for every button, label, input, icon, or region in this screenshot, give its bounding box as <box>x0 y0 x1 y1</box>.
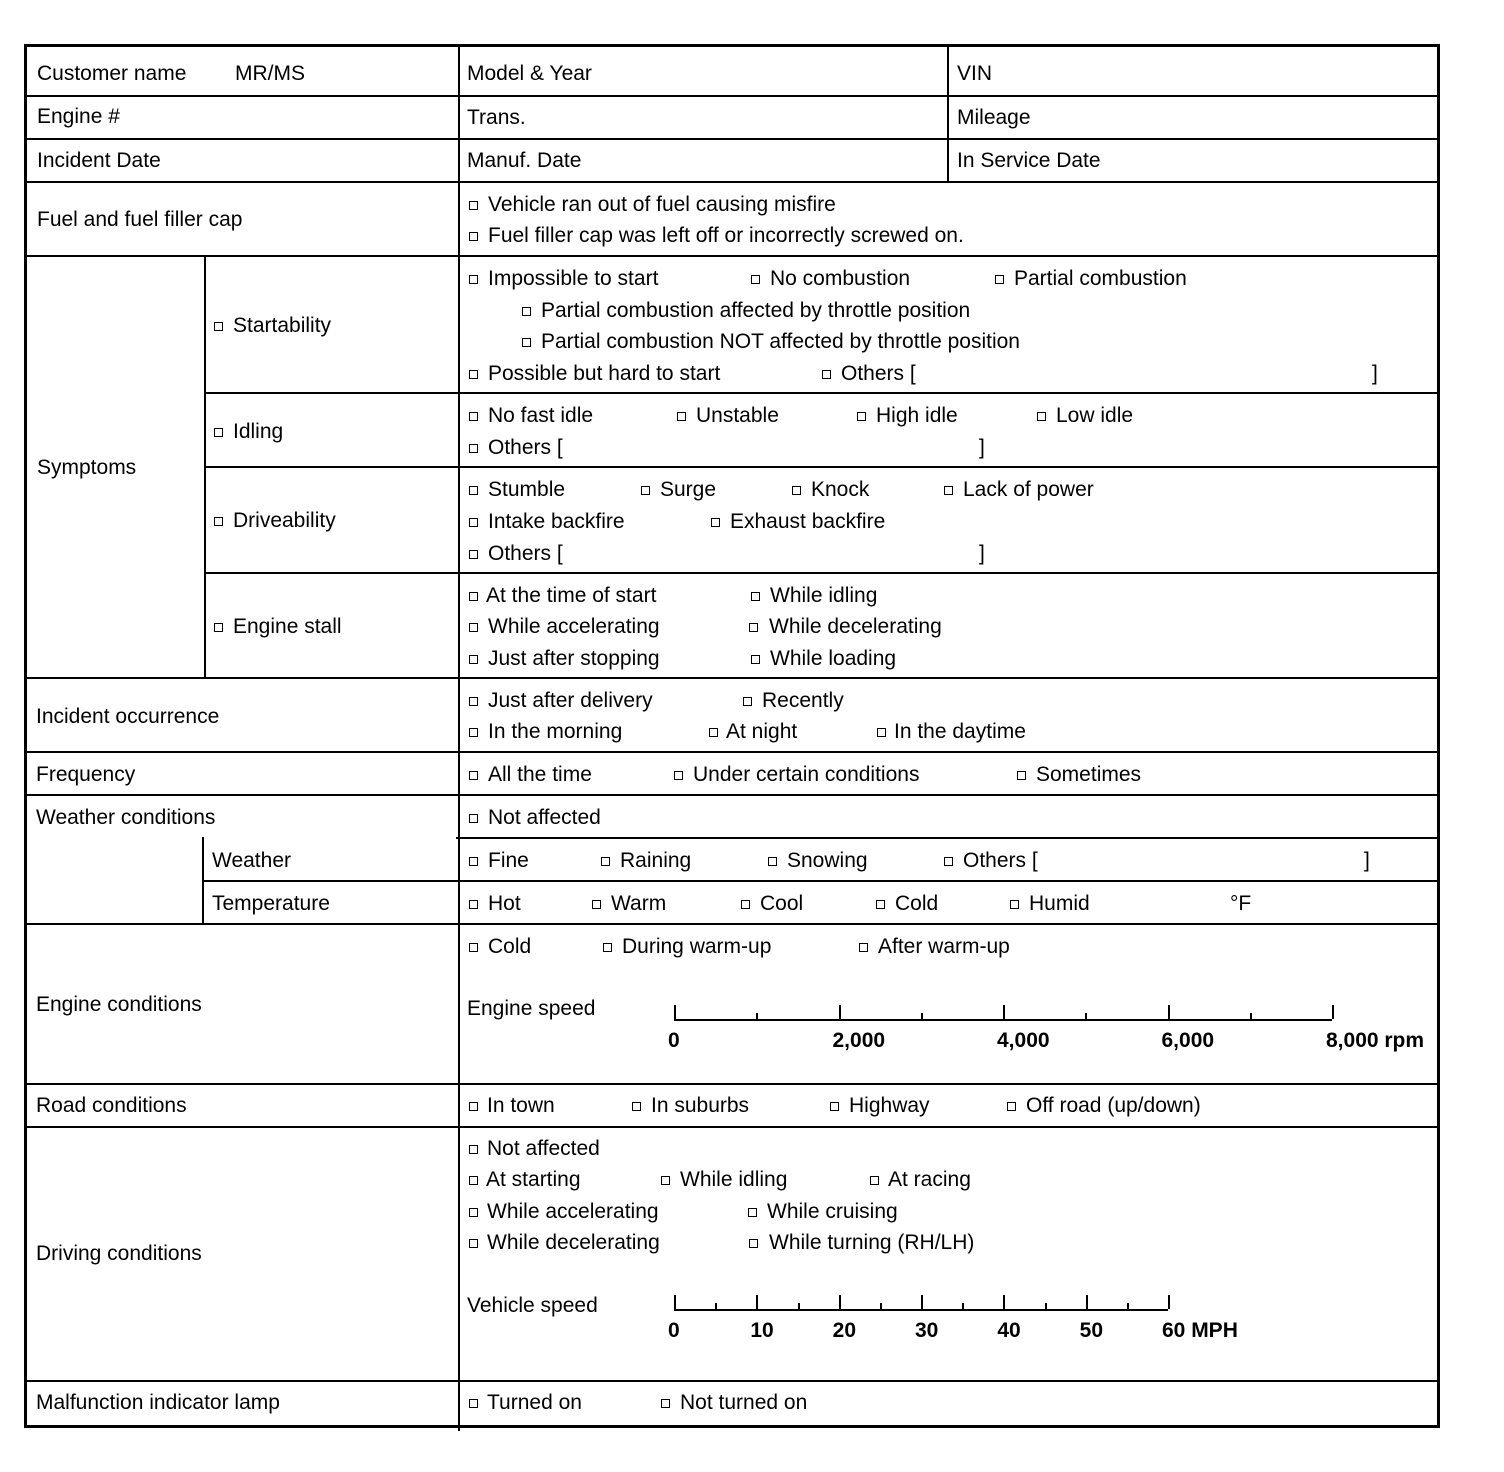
row-divider <box>27 677 1437 679</box>
checkbox[interactable] <box>469 232 478 241</box>
option-in-town: In town <box>487 1094 555 1117</box>
checkbox[interactable] <box>751 655 760 664</box>
scale-tick-label: 2,000 <box>832 1029 886 1052</box>
checkbox[interactable] <box>469 1145 478 1154</box>
scale-major-tick <box>839 1005 841 1019</box>
checkbox[interactable] <box>1007 1102 1016 1111</box>
option-partial-combustion: Partial combustion <box>1014 267 1187 290</box>
option-while-idling: While idling <box>770 584 878 607</box>
option-in-suburbs: In suburbs <box>651 1094 750 1117</box>
others-close-bracket: ] <box>979 542 985 565</box>
option-raining: Raining <box>620 849 692 872</box>
checkbox[interactable] <box>522 338 531 347</box>
checkbox[interactable] <box>632 1102 641 1111</box>
option-intake-backfire: Intake backfire <box>488 510 625 533</box>
scale-tick-label: 6,000 <box>1161 1029 1215 1052</box>
checkbox[interactable] <box>768 857 777 866</box>
column-divider <box>947 47 949 181</box>
checkbox[interactable] <box>870 1176 879 1185</box>
option-while-turning: While turning (RH/LH) <box>769 1231 975 1254</box>
column-divider <box>458 47 460 1431</box>
scale-major-tick <box>1332 1005 1334 1019</box>
checkbox[interactable] <box>469 728 478 737</box>
checkbox[interactable] <box>830 1102 839 1111</box>
option-others: Others [ <box>963 849 1038 872</box>
fuel-label: Fuel and fuel filler cap <box>37 208 243 231</box>
scale-minor-tick <box>715 1303 717 1309</box>
checkbox[interactable] <box>1037 412 1046 421</box>
vin-label: VIN <box>957 62 993 85</box>
model-year-label: Model & Year <box>467 62 592 85</box>
trans-label: Trans. <box>467 106 526 129</box>
option-ran-out-of-fuel: Vehicle ran out of fuel causing misfire <box>488 193 836 216</box>
option-after-delivery: Just after delivery <box>488 689 653 712</box>
option-cold: Cold <box>488 935 532 958</box>
checkbox[interactable] <box>469 370 478 379</box>
checkbox[interactable] <box>469 697 478 706</box>
option-turned-on: Turned on <box>487 1391 582 1414</box>
checkbox[interactable] <box>469 1176 478 1185</box>
checkbox[interactable] <box>711 518 720 527</box>
option-no-fast-idle: No fast idle <box>488 404 594 427</box>
option-humid: Humid <box>1029 892 1090 915</box>
option-cold: Cold <box>895 892 939 915</box>
option-just-after-stopping: Just after stopping <box>488 647 660 670</box>
checkbox[interactable] <box>751 592 760 601</box>
checkbox[interactable] <box>877 728 886 737</box>
checkbox[interactable] <box>1017 771 1026 780</box>
checkbox[interactable] <box>751 275 760 284</box>
checkbox[interactable] <box>469 201 478 210</box>
engine-speed-label: Engine speed <box>467 997 596 1020</box>
customer-name-label: Customer name <box>37 62 187 85</box>
checkbox[interactable] <box>469 550 478 559</box>
vehicle-speed-label: Vehicle speed <box>467 1294 598 1317</box>
in-service-date-label: In Service Date <box>957 149 1101 172</box>
manuf-date-label: Manuf. Date <box>467 149 582 172</box>
frequency-label: Frequency <box>36 763 136 786</box>
option-at-night: At night <box>726 720 798 743</box>
row-divider <box>204 466 1437 468</box>
option-cool: Cool <box>760 892 804 915</box>
checkbox[interactable] <box>749 623 758 632</box>
option-partial-not-throttle: Partial combustion NOT affected by throttle position <box>541 330 1020 353</box>
scale-major-tick <box>1003 1295 1005 1309</box>
temperature-label: Temperature <box>212 892 330 915</box>
scale-tick-label: 0 <box>668 1319 680 1342</box>
option-filler-cap-off: Fuel filler cap was left off or incorrectly screwed on. <box>488 224 964 247</box>
option-warm: Warm <box>611 892 667 915</box>
option-hard-to-start: Possible but hard to start <box>488 362 721 385</box>
checkbox[interactable] <box>469 900 478 909</box>
option-at-racing: At racing <box>888 1168 971 1191</box>
scale-tick-label: 30 <box>915 1319 939 1342</box>
checkbox[interactable] <box>214 623 223 632</box>
option-while-accelerating: While accelerating <box>488 615 660 638</box>
option-highway: Highway <box>849 1094 930 1117</box>
checkbox[interactable] <box>469 814 478 823</box>
option-at-starting: At starting <box>486 1168 581 1191</box>
option-fine: Fine <box>488 849 529 872</box>
option-surge: Surge <box>660 478 717 501</box>
option-in-the-daytime: In the daytime <box>894 720 1026 743</box>
option-while-decelerating: While decelerating <box>769 615 942 638</box>
symptoms-label: Symptoms <box>37 456 137 479</box>
driving-conditions-label: Driving conditions <box>36 1242 202 1265</box>
checkbox[interactable] <box>677 412 686 421</box>
incident-occurrence-label: Incident occurrence <box>36 705 220 728</box>
scale-axis-line <box>674 1019 1332 1021</box>
checkbox[interactable] <box>214 517 223 526</box>
scale-minor-tick <box>756 1013 758 1019</box>
row-divider <box>27 181 1437 183</box>
checkbox[interactable] <box>592 900 601 909</box>
column-divider <box>204 255 206 677</box>
scale-minor-tick <box>798 1303 800 1309</box>
option-off-road: Off road (up/down) <box>1026 1094 1201 1117</box>
row-divider <box>27 1380 1437 1382</box>
incident-date-label: Incident Date <box>37 149 161 172</box>
option-after-warm-up: After warm-up <box>878 935 1010 958</box>
scale-major-tick <box>921 1295 923 1309</box>
scale-minor-tick <box>921 1013 923 1019</box>
checkbox[interactable] <box>822 370 831 379</box>
option-impossible-to-start: Impossible to start <box>488 267 659 290</box>
scale-minor-tick <box>1250 1013 1252 1019</box>
checkbox[interactable] <box>469 1399 478 1408</box>
mileage-label: Mileage <box>957 106 1031 129</box>
row-divider <box>27 923 1437 925</box>
scale-major-tick <box>1086 1295 1088 1309</box>
row-divider <box>27 794 1437 796</box>
checkbox[interactable] <box>741 900 750 909</box>
checkbox[interactable] <box>601 857 610 866</box>
checkbox[interactable] <box>859 943 868 952</box>
scale-major-tick <box>1003 1005 1005 1019</box>
scale-major-tick <box>756 1295 758 1309</box>
engine-number-label: Engine # <box>37 105 120 128</box>
startability-label: Startability <box>233 314 332 337</box>
row-divider <box>27 1083 1437 1085</box>
option-knock: Knock <box>811 478 870 501</box>
scale-minor-tick <box>962 1303 964 1309</box>
malfunction-indicator-lamp-label: Malfunction indicator lamp <box>36 1391 280 1414</box>
checkbox[interactable] <box>1010 900 1019 909</box>
checkbox[interactable] <box>469 771 478 780</box>
checkbox[interactable] <box>944 857 953 866</box>
option-while-accelerating: While accelerating <box>487 1200 659 1223</box>
checkbox[interactable] <box>857 412 866 421</box>
row-divider <box>27 95 1437 97</box>
option-in-the-morning: In the morning <box>488 720 623 743</box>
others-close-bracket: ] <box>1364 849 1370 872</box>
checkbox[interactable] <box>661 1176 670 1185</box>
engine-speed-scale <box>668 1005 1434 1065</box>
degrees-fahrenheit-label: °F <box>1230 892 1252 915</box>
scale-tick-label: 60 MPH <box>1162 1319 1238 1342</box>
scale-minor-tick <box>880 1303 882 1309</box>
weather-label: Weather <box>212 849 291 872</box>
row-divider <box>27 751 1437 753</box>
checkbox[interactable] <box>743 697 752 706</box>
checkbox[interactable] <box>469 412 478 421</box>
others-close-bracket: ] <box>1372 362 1378 385</box>
option-not-affected: Not affected <box>488 806 601 829</box>
checkbox[interactable] <box>469 275 478 284</box>
row-divider <box>456 837 1437 839</box>
row-divider <box>27 1126 1437 1128</box>
idling-label: Idling <box>233 420 284 443</box>
option-unstable: Unstable <box>696 404 779 427</box>
option-others: Others [ <box>488 436 563 459</box>
scale-tick-label: 20 <box>832 1319 857 1342</box>
option-while-idling: While idling <box>680 1168 788 1191</box>
vehicle-speed-scale <box>668 1295 1294 1355</box>
option-others: Others [ <box>841 362 916 385</box>
row-divider <box>27 138 1437 140</box>
option-high-idle: High idle <box>876 404 958 427</box>
scale-major-tick <box>1168 1295 1170 1309</box>
scale-tick-label: 50 <box>1079 1319 1104 1342</box>
option-snowing: Snowing <box>787 849 868 872</box>
option-hot: Hot <box>488 892 521 915</box>
checkbox[interactable] <box>214 322 223 331</box>
scale-minor-tick <box>1085 1013 1087 1019</box>
checkbox[interactable] <box>641 486 650 495</box>
engine-stall-label: Engine stall <box>233 615 342 638</box>
scale-tick-label: 4,000 <box>997 1029 1050 1052</box>
row-divider <box>202 880 1437 882</box>
checkbox[interactable] <box>469 943 478 952</box>
option-exhaust-backfire: Exhaust backfire <box>730 510 886 533</box>
option-lack-of-power: Lack of power <box>963 478 1094 501</box>
checkbox[interactable] <box>469 1208 478 1217</box>
option-while-decelerating: While decelerating <box>487 1231 660 1254</box>
checkbox[interactable] <box>469 518 478 527</box>
scale-major-tick <box>1168 1005 1170 1019</box>
scale-tick-label: 8,000 rpm <box>1326 1029 1425 1052</box>
checkbox[interactable] <box>469 623 478 632</box>
scale-tick-label: 10 <box>750 1319 774 1342</box>
scale-major-tick <box>839 1295 841 1309</box>
option-partial-throttle: Partial combustion affected by throttle position <box>541 299 971 322</box>
option-low-idle: Low idle <box>1056 404 1134 427</box>
checkbox[interactable] <box>792 486 801 495</box>
driveability-label: Driveability <box>233 509 336 532</box>
checkbox[interactable] <box>661 1399 670 1408</box>
option-all-the-time: All the time <box>488 763 592 786</box>
checkbox[interactable] <box>709 728 718 737</box>
checkbox[interactable] <box>995 275 1004 284</box>
option-sometimes: Sometimes <box>1036 763 1142 786</box>
scale-minor-tick <box>1045 1303 1047 1309</box>
row-divider <box>204 572 1437 574</box>
checkbox[interactable] <box>469 655 478 664</box>
option-no-combustion: No combustion <box>770 267 911 290</box>
checkbox[interactable] <box>469 444 478 453</box>
scale-tick-label: 0 <box>668 1029 680 1052</box>
option-not-affected: Not affected <box>487 1137 600 1160</box>
checkbox[interactable] <box>469 592 478 601</box>
option-while-cruising: While cruising <box>767 1200 898 1223</box>
column-divider <box>202 837 204 923</box>
checkbox[interactable] <box>469 1239 478 1248</box>
checkbox[interactable] <box>749 1239 758 1248</box>
row-divider <box>27 255 1437 257</box>
option-recently: Recently <box>762 689 844 712</box>
checkbox[interactable] <box>876 900 885 909</box>
mr-ms-label: MR/MS <box>235 62 305 85</box>
others-close-bracket: ] <box>979 436 985 459</box>
scale-major-tick <box>674 1295 676 1309</box>
row-divider <box>204 392 1437 394</box>
checkbox[interactable] <box>214 428 223 437</box>
option-not-turned-on: Not turned on <box>680 1391 808 1414</box>
scale-tick-label: 40 <box>997 1319 1021 1342</box>
checkbox[interactable] <box>674 771 683 780</box>
checkbox[interactable] <box>469 486 478 495</box>
option-at-time-of-start: At the time of start <box>486 584 657 607</box>
scale-axis-line <box>674 1309 1168 1311</box>
option-others: Others [ <box>488 542 563 565</box>
checkbox[interactable] <box>603 943 612 952</box>
option-under-certain-conditions: Under certain conditions <box>693 763 920 786</box>
scale-major-tick <box>674 1005 676 1019</box>
option-while-loading: While loading <box>770 647 897 670</box>
checkbox[interactable] <box>522 307 531 316</box>
checkbox[interactable] <box>469 857 478 866</box>
engine-conditions-label: Engine conditions <box>36 993 202 1016</box>
checkbox[interactable] <box>944 486 953 495</box>
option-during-warm-up: During warm-up <box>622 935 772 958</box>
option-stumble: Stumble <box>488 478 566 501</box>
weather-conditions-label: Weather conditions <box>36 806 216 829</box>
customer-questionnaire-form <box>24 44 1440 1428</box>
scale-minor-tick <box>1127 1303 1129 1309</box>
road-conditions-label: Road conditions <box>36 1094 187 1117</box>
checkbox[interactable] <box>748 1208 757 1217</box>
checkbox[interactable] <box>469 1102 478 1111</box>
